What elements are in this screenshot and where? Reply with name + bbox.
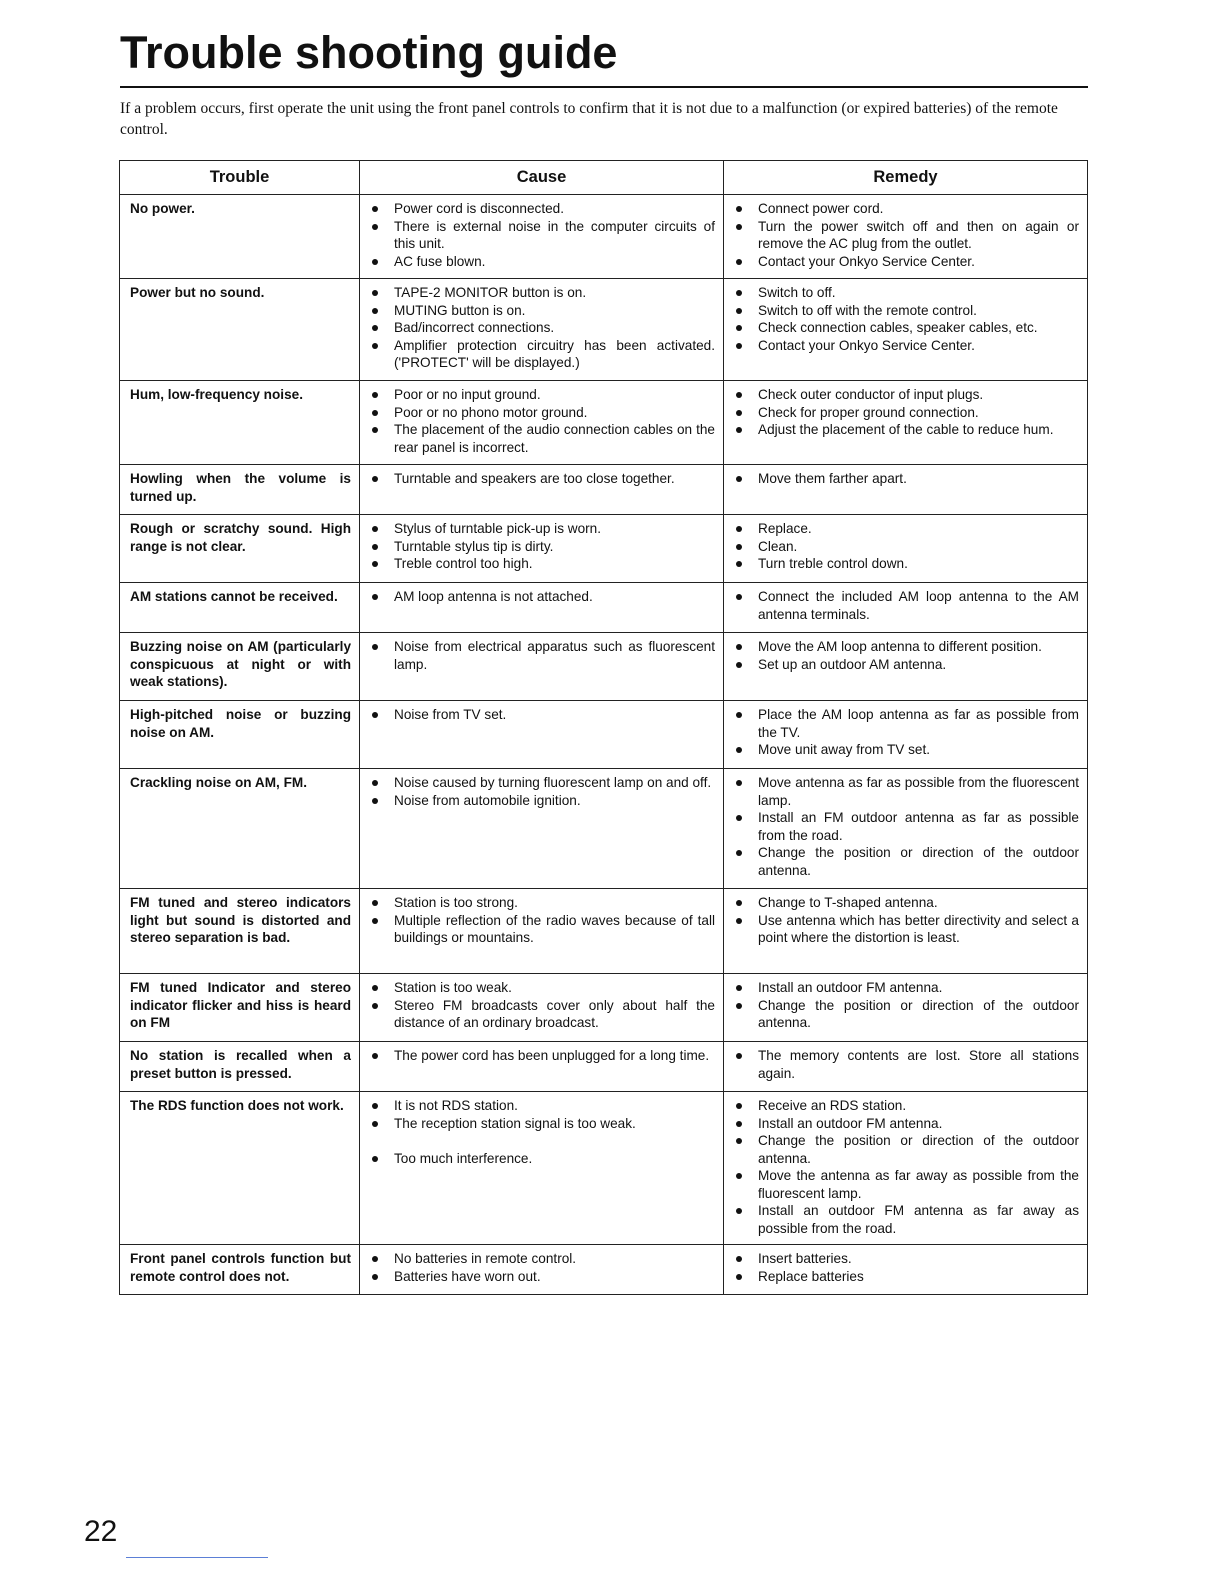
table-row: [120, 633, 1088, 701]
cause-item: Batteries have worn out.: [370, 1268, 715, 1286]
header-remedy: Remedy: [724, 161, 1088, 195]
cause-list: [370, 979, 715, 1032]
remedy-item: Change the position or direction of the outdoor antenna.: [734, 1132, 1079, 1167]
cause-item: No batteries in remote control.: [370, 1250, 715, 1268]
cause-cell: [360, 279, 724, 381]
trouble-cell: Front panel controls function but remote control does not.: [120, 1245, 360, 1295]
cause-item: AC fuse blown.: [370, 253, 715, 271]
cause-cell: [360, 701, 724, 769]
remedy-list: [734, 706, 1079, 759]
remedy-item: Switch to off.: [734, 284, 1079, 302]
cause-item: Noise from electrical apparatus such as fluorescent lamp.: [370, 638, 715, 673]
cause-list: [370, 470, 715, 488]
cause-item: Noise caused by turning fluorescent lamp on and off.: [370, 774, 715, 792]
cause-item: Turntable and speakers are too close together.: [370, 470, 715, 488]
table-row: [120, 889, 1088, 974]
remedy-item: Move them farther apart.: [734, 470, 1079, 488]
trouble-cell: Rough or scratchy sound. High range is not clear.: [120, 515, 360, 583]
remedy-list: [734, 588, 1079, 623]
remedy-list: [734, 894, 1079, 947]
header-row: [120, 161, 1088, 195]
remedy-item: Change the position or direction of the outdoor antenna.: [734, 997, 1079, 1032]
cause-cell: [360, 515, 724, 583]
remedy-item: Check connection cables, speaker cables, etc.: [734, 319, 1079, 337]
cause-item: Treble control too high.: [370, 555, 715, 573]
remedy-item: Change to T-shaped antenna.: [734, 894, 1079, 912]
cause-list: [370, 894, 715, 947]
remedy-item: Place the AM loop antenna as far as possible from the TV.: [734, 706, 1079, 741]
remedy-list: [734, 200, 1079, 270]
cause-item: AM loop antenna is not attached.: [370, 588, 715, 606]
table-row: [120, 381, 1088, 465]
remedy-cell: [724, 279, 1088, 381]
cause-item: Bad/incorrect connections.: [370, 319, 715, 337]
cause-list: [370, 386, 715, 456]
remedy-item: Install an outdoor FM antenna as far away as possible from the road.: [734, 1202, 1079, 1237]
cause-list: [370, 1097, 715, 1167]
trouble-cell: High-pitched noise or buzzing noise on AM.: [120, 701, 360, 769]
cause-cell: [360, 633, 724, 701]
remedy-item: Move antenna as far as possible from the fluorescent lamp.: [734, 774, 1079, 809]
trouble-cell: FM tuned Indicator and stereo indicator flicker and hiss is heard on FM: [120, 974, 360, 1042]
remedy-item: Receive an RDS station.: [734, 1097, 1079, 1115]
remedy-item: Insert batteries.: [734, 1250, 1079, 1268]
cause-item: Stereo FM broadcasts cover only about half the distance of an ordinary broadcast.: [370, 997, 715, 1032]
remedy-list: [734, 1097, 1079, 1237]
table-row: [120, 1092, 1088, 1245]
cause-item: Amplifier protection circuitry has been activated. ('PROTECT' will be displayed.): [370, 337, 715, 372]
cause-item: TAPE-2 MONITOR button is on.: [370, 284, 715, 302]
cause-list: [370, 284, 715, 372]
remedy-cell: [724, 889, 1088, 974]
remedy-item: Contact your Onkyo Service Center.: [734, 253, 1079, 271]
cause-list: [370, 1250, 715, 1285]
remedy-cell: [724, 1042, 1088, 1092]
cause-item: The reception station signal is too weak.: [370, 1115, 715, 1133]
remedy-cell: [724, 974, 1088, 1042]
remedy-cell: [724, 701, 1088, 769]
cause-item: Poor or no phono motor ground.: [370, 404, 715, 422]
table-row: [120, 195, 1088, 279]
cause-item: Station is too weak.: [370, 979, 715, 997]
remedy-list: [734, 520, 1079, 573]
remedy-cell: [724, 465, 1088, 515]
table-row: [120, 974, 1088, 1042]
page-title: Trouble shooting guide: [120, 27, 618, 78]
trouble-cell: FM tuned and stereo indicators light but sound is distorted and stereo separation is bad.: [120, 889, 360, 974]
cause-item: Noise from TV set.: [370, 706, 715, 724]
trouble-cell: No station is recalled when a preset button is pressed.: [120, 1042, 360, 1092]
remedy-item: Install an FM outdoor antenna as far as possible from the road.: [734, 809, 1079, 844]
table-row: [120, 515, 1088, 583]
table-row: [120, 279, 1088, 381]
cause-item: Poor or no input ground.: [370, 386, 715, 404]
cause-cell: [360, 583, 724, 633]
cause-list: [370, 706, 715, 724]
remedy-cell: [724, 1245, 1088, 1295]
remedy-cell: [724, 515, 1088, 583]
table-row: [120, 465, 1088, 515]
table-body: [120, 195, 1088, 1295]
cause-list: [370, 588, 715, 606]
trouble-cell: The RDS function does not work.: [120, 1092, 360, 1245]
trouble-table: [119, 160, 1088, 1295]
cause-cell: [360, 465, 724, 515]
remedy-item: Use antenna which has better directivity and select a point where the distortion is least.: [734, 912, 1079, 947]
remedy-item: Turn the power switch off and then on again or remove the AC plug from the outlet.: [734, 218, 1079, 253]
remedy-item: Install an outdoor FM antenna.: [734, 979, 1079, 997]
remedy-item: Connect power cord.: [734, 200, 1079, 218]
cause-list: [370, 520, 715, 573]
remedy-item: Move unit away from TV set.: [734, 741, 1079, 759]
remedy-list: [734, 284, 1079, 354]
title-rule: [120, 86, 1088, 88]
table-row: [120, 1245, 1088, 1295]
cause-item: Power cord is disconnected.: [370, 200, 715, 218]
remedy-item: Switch to off with the remote control.: [734, 302, 1079, 320]
cause-list: [370, 638, 715, 673]
trouble-cell: No power.: [120, 195, 360, 279]
cause-item: MUTING button is on.: [370, 302, 715, 320]
trouble-cell: AM stations cannot be received.: [120, 583, 360, 633]
trouble-cell: Hum, low-frequency noise.: [120, 381, 360, 465]
cause-item: Station is too strong.: [370, 894, 715, 912]
remedy-item: Replace batteries: [734, 1268, 1079, 1286]
cause-list: [370, 200, 715, 270]
remedy-item: Move the AM loop antenna to different position.: [734, 638, 1079, 656]
remedy-item: Clean.: [734, 538, 1079, 556]
cause-cell: [360, 1092, 724, 1245]
trouble-cell: Crackling noise on AM, FM.: [120, 769, 360, 889]
remedy-item: Change the position or direction of the outdoor antenna.: [734, 844, 1079, 879]
page-number: 22: [84, 1515, 118, 1548]
cause-list: [370, 1047, 715, 1065]
cause-cell: [360, 195, 724, 279]
remedy-item: Connect the included AM loop antenna to the AM antenna terminals.: [734, 588, 1079, 623]
header-trouble: Trouble: [120, 161, 360, 195]
cause-item: It is not RDS station.: [370, 1097, 715, 1115]
trouble-cell: Power but no sound.: [120, 279, 360, 381]
trouble-cell: Howling when the volume is turned up.: [120, 465, 360, 515]
remedy-item: Check for proper ground connection.: [734, 404, 1079, 422]
cause-item: Stylus of turntable pick-up is worn.: [370, 520, 715, 538]
remedy-item: Contact your Onkyo Service Center.: [734, 337, 1079, 355]
cause-cell: [360, 1245, 724, 1295]
cause-list: [370, 774, 715, 809]
footer-rule: [126, 1557, 268, 1558]
remedy-cell: [724, 381, 1088, 465]
cause-item: The placement of the audio connection cables on the rear panel is incorrect.: [370, 421, 715, 456]
cause-item: Noise from automobile ignition.: [370, 792, 715, 810]
cause-item: There is external noise in the computer circuits of this unit.: [370, 218, 715, 253]
remedy-item: Adjust the placement of the cable to reduce hum.: [734, 421, 1079, 439]
trouble-cell: Buzzing noise on AM (particularly conspicuous at night or with weak stations).: [120, 633, 360, 701]
remedy-item: Move the antenna as far away as possible from the fluorescent lamp.: [734, 1167, 1079, 1202]
remedy-list: [734, 470, 1079, 488]
remedy-item: Install an outdoor FM antenna.: [734, 1115, 1079, 1133]
table-row: [120, 1042, 1088, 1092]
remedy-list: [734, 386, 1079, 439]
remedy-list: [734, 979, 1079, 1032]
cause-cell: [360, 889, 724, 974]
intro-paragraph: If a problem occurs, first operate the unit using the front panel controls to confirm that it is not due to a malfunction (or expired batteries) of the remote control.: [120, 100, 1058, 138]
remedy-list: [734, 774, 1079, 879]
table-row: [120, 769, 1088, 889]
cause-item: Too much interference.: [370, 1150, 715, 1168]
remedy-list: [734, 638, 1079, 673]
header-cause: Cause: [360, 161, 724, 195]
remedy-item: Turn treble control down.: [734, 555, 1079, 573]
cause-cell: [360, 1042, 724, 1092]
remedy-cell: [724, 1092, 1088, 1245]
cause-item: Multiple reflection of the radio waves because of tall buildings or mountains.: [370, 912, 715, 947]
cause-cell: [360, 769, 724, 889]
cause-item: Turntable stylus tip is dirty.: [370, 538, 715, 556]
remedy-item: The memory contents are lost. Store all stations again.: [734, 1047, 1079, 1082]
remedy-cell: [724, 583, 1088, 633]
remedy-list: [734, 1047, 1079, 1082]
cause-cell: [360, 381, 724, 465]
cause-item: The power cord has been unplugged for a long time.: [370, 1047, 715, 1065]
remedy-cell: [724, 633, 1088, 701]
remedy-item: Set up an outdoor AM antenna.: [734, 656, 1079, 674]
cause-cell: [360, 974, 724, 1042]
remedy-list: [734, 1250, 1079, 1285]
remedy-item: Replace.: [734, 520, 1079, 538]
remedy-item: Check outer conductor of input plugs.: [734, 386, 1079, 404]
remedy-cell: [724, 769, 1088, 889]
table-row: [120, 583, 1088, 633]
remedy-cell: [724, 195, 1088, 279]
table-row: [120, 701, 1088, 769]
